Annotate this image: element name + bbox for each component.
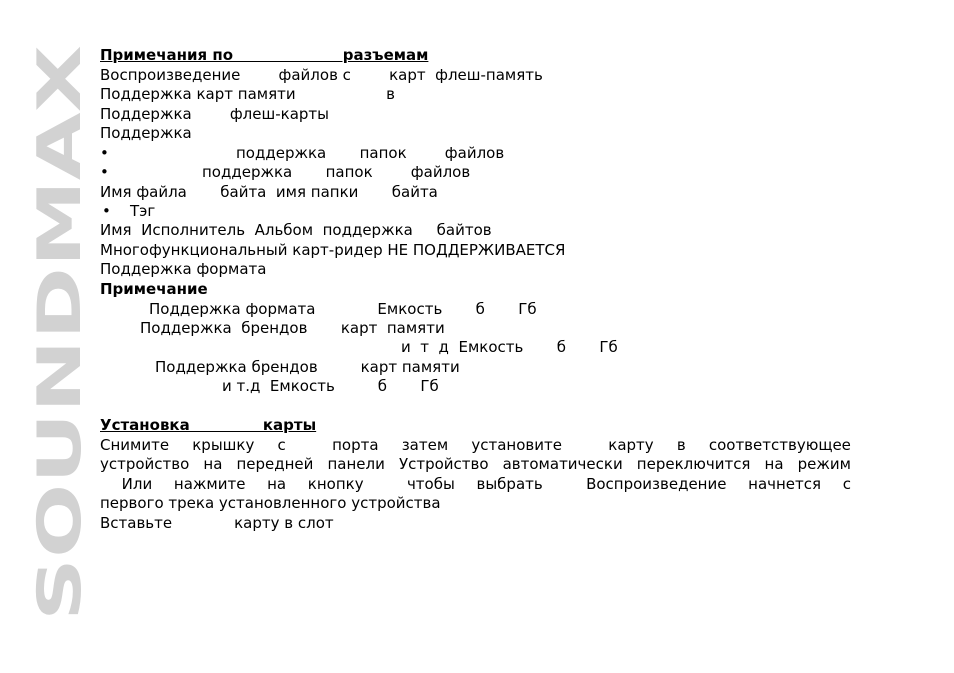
bullet-folders-files-2: поддержка папок файлов xyxy=(202,163,471,181)
install-word: на xyxy=(764,455,784,473)
connectors-heading: Примечания по разъемам xyxy=(100,46,429,64)
install-word: начнется xyxy=(748,475,822,493)
install-word: установите xyxy=(471,436,562,454)
install-insert-card: Вставьте карту в слот xyxy=(100,514,334,532)
install-word: Снимите xyxy=(100,436,170,454)
connectors-line-format: Поддержка формата xyxy=(100,260,267,278)
connectors-line-name-bytes: Имя файла байта имя папки байта xyxy=(100,183,438,201)
note-line-capacity: и т д Емкость б Гб xyxy=(401,338,618,356)
connectors-line-playback: Воспроизведение файлов с карт флеш-память xyxy=(100,66,543,84)
install-word: переключится xyxy=(636,455,751,473)
install-word: на xyxy=(203,455,223,473)
install-word: передней xyxy=(236,455,314,473)
bullet-tag: Тэг xyxy=(130,202,156,220)
install-word: с xyxy=(277,436,286,454)
install-paragraph-line-4: первого трека установленного устройства xyxy=(100,494,441,512)
soundmax-logo xyxy=(25,45,95,621)
install-word: в xyxy=(676,436,686,454)
connectors-line-flash-support: Поддержка флеш-карты xyxy=(100,105,329,123)
install-paragraph-line-2 xyxy=(100,455,851,474)
install-paragraph-line-3 xyxy=(100,475,851,494)
install-word: затем xyxy=(401,436,449,454)
install-word: чтобы xyxy=(406,475,455,493)
connectors-line-support: Поддержка xyxy=(100,124,192,142)
install-word: нажмите xyxy=(173,475,246,493)
install-paragraph-line-1 xyxy=(100,436,851,455)
install-word: Или xyxy=(121,475,153,493)
install-heading: Установка карты xyxy=(100,416,317,434)
note-line-brands: Поддержка брендов карт памяти xyxy=(140,319,445,337)
soundmax-logo-text: SOUNDMAX xyxy=(25,225,95,621)
install-word: кнопку xyxy=(307,475,364,493)
install-word: панели xyxy=(327,455,385,473)
bullet-marker: • xyxy=(102,202,111,220)
bullet-marker: • xyxy=(100,144,109,162)
note-heading: Примечание xyxy=(100,280,208,298)
note-line-capacity-2: и т.д Емкость б Гб xyxy=(222,377,439,395)
install-word: карту xyxy=(608,436,654,454)
install-word: порта xyxy=(332,436,379,454)
install-word: выбрать xyxy=(476,475,543,493)
note-line-brands-2: Поддержка брендов карт памяти xyxy=(155,358,460,376)
connectors-line-card-support: Поддержка карт памяти в xyxy=(100,85,396,103)
install-word: Устройство xyxy=(398,455,489,473)
connectors-line-tags: Имя Исполнитель Альбом поддержка байтов xyxy=(100,221,492,239)
install-word: автоматически xyxy=(502,455,623,473)
note-line-format-capacity: Поддержка формата Емкость б Гб xyxy=(149,300,537,318)
bullet-marker: • xyxy=(100,163,109,181)
install-word: с xyxy=(842,475,851,493)
install-word: соответствующее xyxy=(708,436,851,454)
install-word: на xyxy=(267,475,287,493)
install-word: Воспроизведение xyxy=(586,475,727,493)
connectors-line-cardreader: Многофункциональный карт-ридер НЕ ПОДДЕРЖИВАЕТСЯ xyxy=(100,241,566,259)
install-word: устройство xyxy=(100,455,190,473)
install-word: режим xyxy=(797,455,851,473)
install-word: крышку xyxy=(192,436,255,454)
bullet-folders-files-1: поддержка папок файлов xyxy=(236,144,505,162)
